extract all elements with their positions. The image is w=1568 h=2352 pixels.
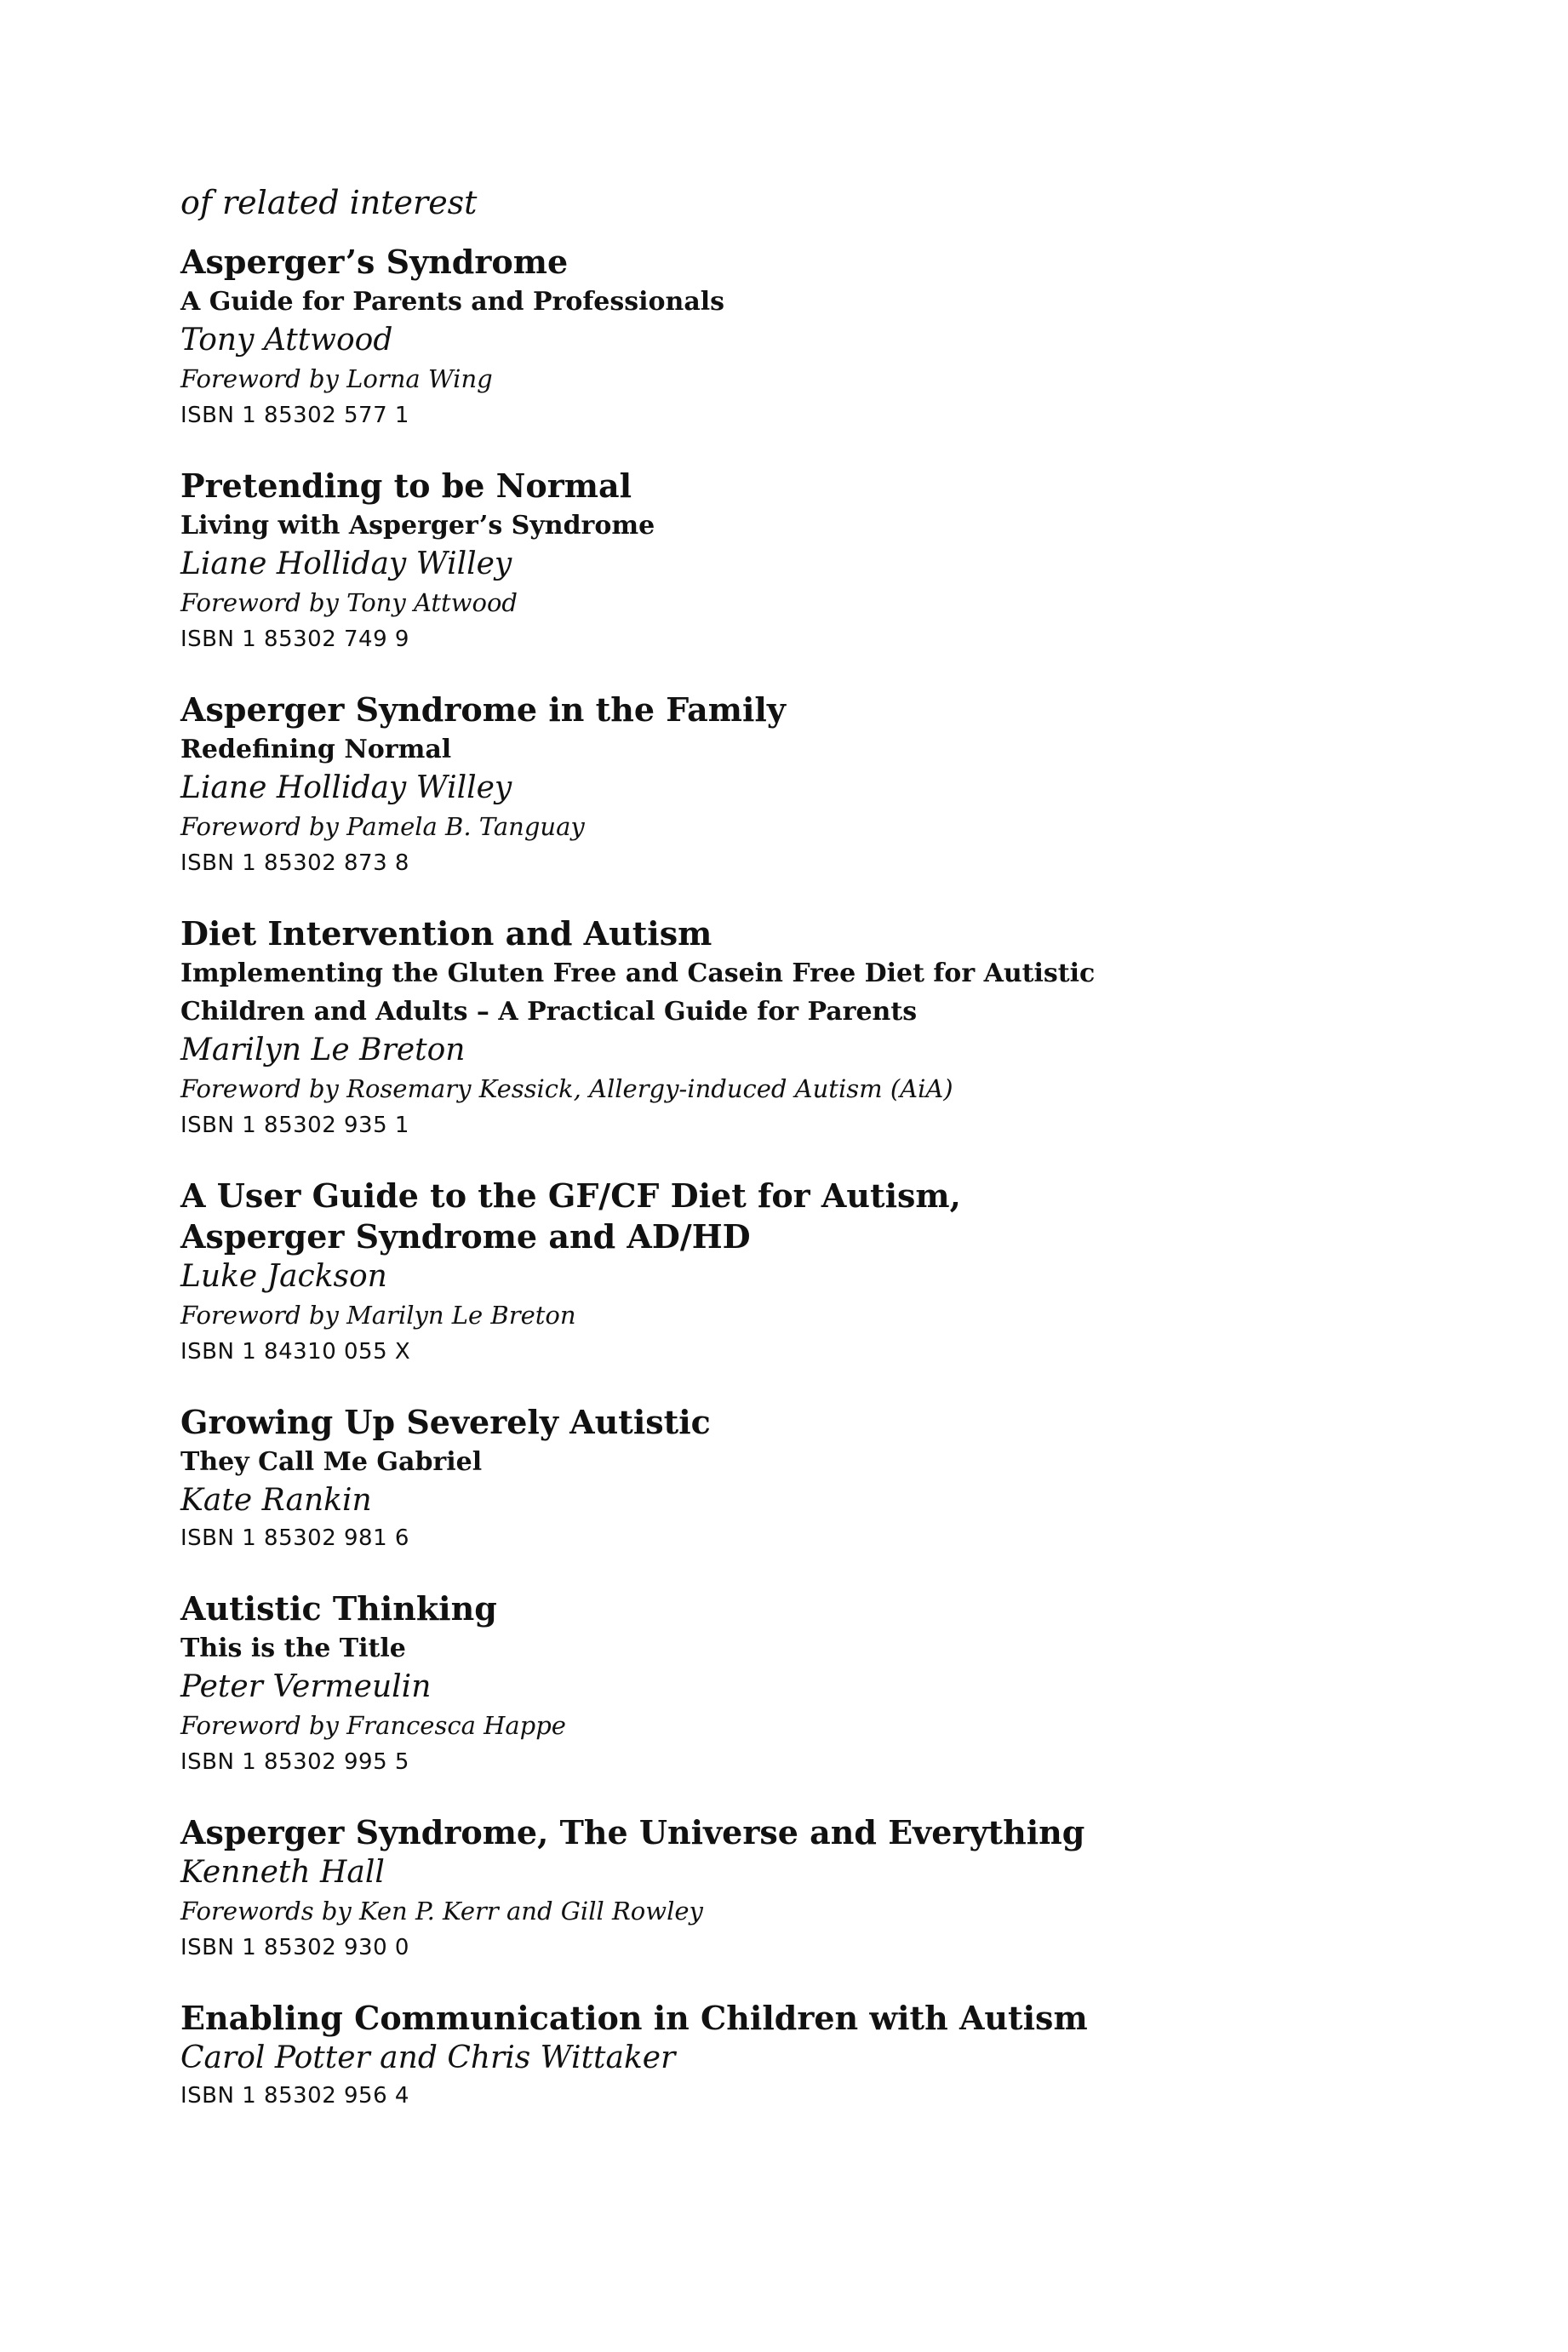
book-foreword: Foreword by Tony Attwood — [180, 588, 518, 617]
book-title: Autistic Thinking — [180, 1589, 497, 1628]
book-entry — [180, 1588, 1457, 1780]
book-author: Tony Attwood — [180, 323, 393, 358]
book-title: Asperger Syndrome and AD/HD — [180, 1217, 751, 1256]
book-foreword: Foreword by Francesca Happe — [180, 1711, 566, 1740]
book-entry — [180, 466, 1457, 657]
book-title: Asperger Syndrome in the Family — [180, 690, 786, 729]
book-author: Marilyn Le Breton — [180, 1033, 466, 1067]
book-isbn: ISBN 1 85302 749 9 — [180, 627, 409, 652]
book-foreword: Foreword by Pamela B. Tanguay — [180, 812, 585, 841]
book-list — [180, 242, 1457, 2114]
book-entry — [180, 1812, 1457, 1966]
book-title: Diet Intervention and Autism — [180, 914, 712, 953]
book-author: Kate Rankin — [180, 1483, 372, 1518]
book-author: Liane Holliday Willey — [180, 770, 512, 805]
book-author: Luke Jackson — [180, 1259, 387, 1294]
book-entry — [180, 242, 1457, 433]
book-subtitle: Living with Asperger’s Syndrome — [180, 511, 655, 541]
book-title: Asperger Syndrome, The Universe and Everything — [180, 1813, 1085, 1851]
book-foreword: Forewords by Ken P. Kerr and Gill Rowley — [180, 1897, 703, 1926]
book-entry — [180, 1998, 1457, 2114]
book-subtitle: Children and Adults – A Practical Guide for Parents — [180, 997, 918, 1027]
book-subtitle: A Guide for Parents and Professionals — [180, 287, 725, 317]
book-entry — [180, 913, 1457, 1143]
book-title: Asperger’s Syndrome — [180, 243, 569, 281]
book-subtitle: They Call Me Gabriel — [180, 1447, 483, 1477]
book-isbn: ISBN 1 85302 873 8 — [180, 850, 409, 876]
book-isbn: ISBN 1 85302 577 1 — [180, 403, 409, 428]
book-title: Pretending to be Normal — [180, 466, 632, 505]
book-title: Growing Up Severely Autistic — [180, 1403, 711, 1441]
book-entry — [180, 1176, 1457, 1370]
book-foreword: Foreword by Lorna Wing — [180, 364, 493, 393]
book-author: Peter Vermeulin — [180, 1669, 432, 1704]
book-title: Enabling Communication in Children with Autism — [180, 1999, 1088, 2037]
book-entry — [180, 1402, 1457, 1556]
book-title: A User Guide to the GF/CF Diet for Autism, — [180, 1176, 961, 1215]
book-author: Liane Holliday Willey — [180, 547, 512, 581]
book-subtitle: Implementing the Gluten Free and Casein Free Diet for Autistic — [180, 959, 1096, 988]
book-author: Kenneth Hall — [180, 1855, 385, 1890]
related-titles-page — [180, 182, 1457, 2146]
book-isbn: ISBN 1 85302 930 0 — [180, 1935, 409, 1960]
book-subtitle: Redefining Normal — [180, 735, 452, 764]
book-isbn: ISBN 1 84310 055 X — [180, 1339, 411, 1365]
section-heading: of related interest — [180, 184, 478, 221]
book-isbn: ISBN 1 85302 995 5 — [180, 1749, 409, 1775]
book-author: Carol Potter and Chris Wittaker — [180, 2040, 676, 2075]
book-subtitle: This is the Title — [180, 1634, 406, 1663]
book-isbn: ISBN 1 85302 956 4 — [180, 2083, 409, 2109]
book-foreword: Foreword by Marilyn Le Breton — [180, 1301, 576, 1330]
book-isbn: ISBN 1 85302 935 1 — [180, 1113, 409, 1138]
book-foreword: Foreword by Rosemary Kessick, Allergy-induced Autism (AiA) — [180, 1074, 953, 1103]
book-entry — [180, 690, 1457, 881]
book-isbn: ISBN 1 85302 981 6 — [180, 1525, 409, 1551]
